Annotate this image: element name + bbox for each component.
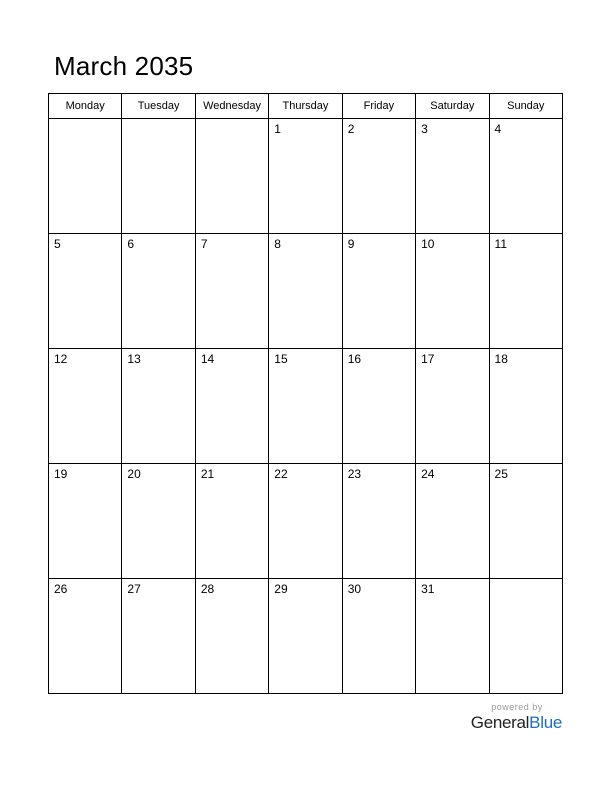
day-cell <box>49 119 122 234</box>
day-cell <box>489 579 562 694</box>
day-number: 28 <box>200 582 215 596</box>
day-cell <box>342 119 415 234</box>
day-cell <box>489 464 562 579</box>
day-number: 14 <box>200 352 215 366</box>
day-number: 20 <box>127 467 141 481</box>
brand-wordmark <box>462 712 562 734</box>
day-number: 22 <box>274 467 288 481</box>
day-number: 23 <box>347 467 362 481</box>
calendar-title: March 2035 <box>54 51 194 81</box>
day-cell <box>195 234 268 349</box>
day-cell <box>342 579 415 694</box>
weekday-header-saturday: Saturday <box>416 94 489 119</box>
day-cell <box>122 464 195 579</box>
day-number: 2 <box>347 122 355 136</box>
day-cell <box>122 579 195 694</box>
day-number: 30 <box>347 582 362 596</box>
day-cell <box>416 464 489 579</box>
day-number: 4 <box>494 122 502 136</box>
day-number <box>196 119 268 122</box>
day-cell <box>122 119 195 234</box>
day-number: 29 <box>274 582 288 596</box>
day-number: 10 <box>421 237 435 251</box>
day-cell <box>195 464 268 579</box>
day-number: 18 <box>494 352 508 366</box>
day-cell <box>489 119 562 234</box>
day-number: 16 <box>347 352 362 366</box>
day-number: 19 <box>54 467 68 481</box>
day-number: 15 <box>274 352 288 366</box>
powered-by-text: powered by <box>491 702 543 712</box>
brand-blue-text: Blue <box>529 713 562 732</box>
week-row <box>49 119 563 234</box>
day-number: 21 <box>200 467 215 481</box>
day-number: 13 <box>127 352 141 366</box>
day-number: 9 <box>347 237 355 251</box>
day-cell <box>416 234 489 349</box>
day-cell <box>269 234 342 349</box>
day-cell <box>49 579 122 694</box>
day-number: 6 <box>127 237 135 251</box>
day-cell <box>416 579 489 694</box>
day-number: 12 <box>54 352 68 366</box>
weekday-header-friday: Friday <box>342 94 415 119</box>
day-cell <box>122 349 195 464</box>
day-number: 25 <box>494 467 508 481</box>
day-cell <box>269 579 342 694</box>
day-number: 27 <box>127 582 141 596</box>
day-number: 8 <box>274 237 281 251</box>
day-cell <box>269 349 342 464</box>
day-number: 3 <box>421 122 428 136</box>
day-cell <box>342 349 415 464</box>
day-cell <box>195 349 268 464</box>
day-number: 31 <box>421 582 435 596</box>
day-number: 24 <box>421 467 435 481</box>
day-cell <box>269 464 342 579</box>
week-row <box>49 234 563 349</box>
weekday-header-sunday: Sunday <box>489 94 562 119</box>
day-cell <box>342 464 415 579</box>
day-number <box>122 119 194 122</box>
weekday-header-thursday: Thursday <box>269 94 342 119</box>
day-number <box>49 119 121 122</box>
day-number <box>490 579 562 582</box>
day-cell <box>195 119 268 234</box>
day-number: 17 <box>421 352 435 366</box>
day-cell <box>489 349 562 464</box>
day-cell <box>342 234 415 349</box>
day-number: 11 <box>494 237 507 251</box>
weekday-header-row <box>49 94 563 119</box>
day-cell <box>122 234 195 349</box>
day-number: 1 <box>274 122 281 136</box>
week-row <box>49 579 563 694</box>
day-cell <box>489 234 562 349</box>
day-number: 26 <box>54 582 68 596</box>
weekday-header-monday: Monday <box>49 94 122 119</box>
day-cell <box>49 349 122 464</box>
weekday-header-tuesday: Tuesday <box>122 94 195 119</box>
day-cell <box>49 464 122 579</box>
day-cell <box>416 349 489 464</box>
week-row <box>49 464 563 579</box>
weekday-header-wednesday: Wednesday <box>195 94 268 119</box>
day-cell <box>195 579 268 694</box>
calendar-grid <box>48 93 563 694</box>
day-cell <box>416 119 489 234</box>
brand-general-text: General <box>470 713 530 732</box>
generalblue-logo <box>462 702 562 734</box>
week-row <box>49 349 563 464</box>
day-cell <box>49 234 122 349</box>
day-number: 5 <box>54 237 61 251</box>
day-cell <box>269 119 342 234</box>
day-number: 7 <box>200 237 208 251</box>
